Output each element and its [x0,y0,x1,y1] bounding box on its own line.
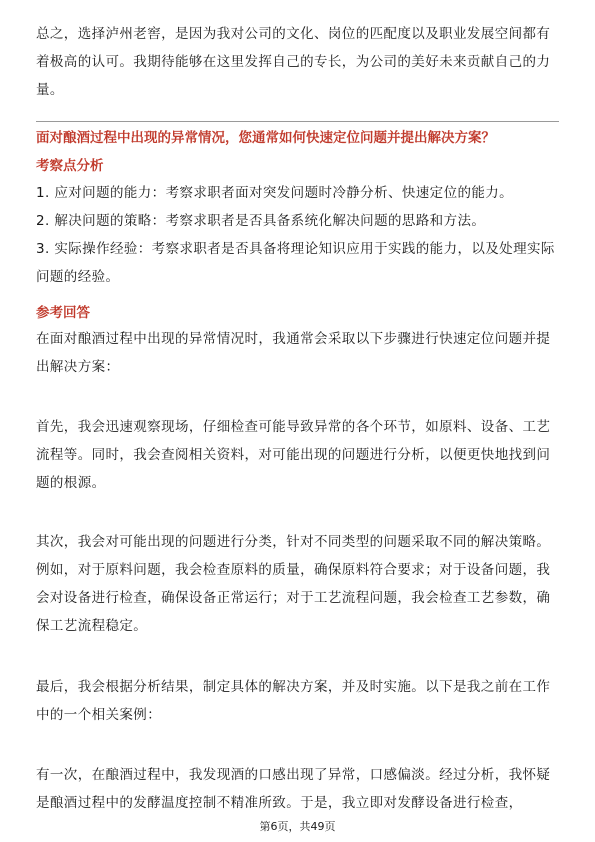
intro-paragraph: 总之，选择泸州老窖，是因为我对公司的文化、岗位的匹配度以及职业发展空间都有着极高的认可。我期待能够在这里发挥自己的专长，为公司的美好未来贡献自己的力量。 [36,26,551,98]
section-divider [36,121,559,122]
analysis-item-1: 1. 应对问题的能力：考察求职者面对突发问题时冷静分析、快速定位的能力。 [36,185,514,201]
answer-paragraph-3: 其次，我会对可能出现的问题进行分类，针对不同类型的问题采取不同的解决策略。例如，对于原料问题，我会检查原料的质量，确保原料符合要求；对于设备问题，我会对设备进行检查，确保设备正常运行；对于工艺流程问题，我会检查工艺参数，确保工艺流程稳定。 [36,534,551,634]
analysis-item-3: 3. 实际操作经验：考察求职者是否具备将理论知识应用于实践的能力，以及处理实际问题的经验。 [36,241,555,285]
answer-heading: 参考回答 [36,305,90,321]
question-heading: 面对酿酒过程中出现的异常情况，您通常如何快速定位问题并提出解决方案？ [36,130,495,146]
answer-paragraph-2: 首先，我会迅速观察现场，仔细检查可能导致异常的各个环节，如原料、设备、工艺流程等。同时，我会查阅相关资料，对可能出现的问题进行分析，以便更快地找到问题的根源。 [36,419,551,491]
answer-paragraph-4: 最后，我会根据分析结果，制定具体的解决方案，并及时实施。以下是我之前在工作中的一个相关案例： [36,679,551,723]
analysis-heading: 考察点分析 [36,158,104,174]
analysis-item-2: 2. 解决问题的策略：考察求职者是否具备系统化解决问题的思路和方法。 [36,213,486,229]
answer-paragraph-5: 有一次，在酿酒过程中，我发现酒的口感出现了异常，口感偏淡。经过分析，我怀疑是酿酒过程中的发酵温度控制不精准所致。于是，我立即对发酵设备进行检查， [36,767,551,811]
answer-paragraph-1: 在面对酿酒过程中出现的异常情况时，我通常会采取以下步骤进行快速定位问题并提出解决方案： [36,331,551,375]
page-number: 第6页，共49页 [259,820,336,833]
